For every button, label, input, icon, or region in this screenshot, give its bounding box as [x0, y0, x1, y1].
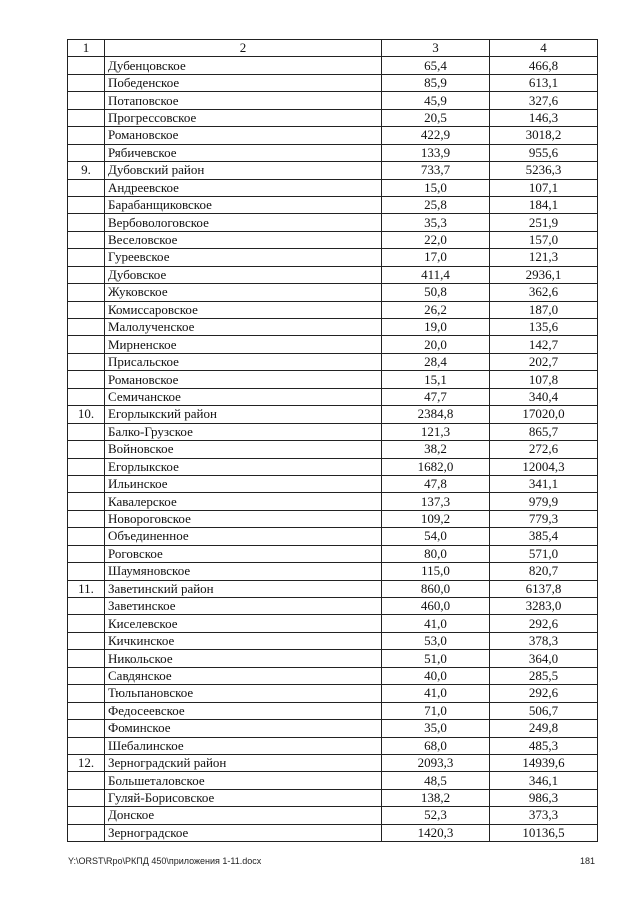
name-cell: Тюльпановское: [105, 685, 382, 702]
footer-page-number: 181: [580, 856, 596, 866]
name-cell: Объединенное: [105, 528, 382, 545]
value-3-cell: 65,4: [382, 57, 490, 74]
table-row: [68, 336, 598, 353]
name-cell: Балко-Грузское: [105, 423, 382, 440]
row-number-cell: [68, 284, 105, 301]
column-number-4: 4: [490, 40, 598, 57]
value-3-cell: 50,8: [382, 284, 490, 301]
table-row: [68, 423, 598, 440]
value-4-cell: 157,0: [490, 231, 598, 248]
table-row: [68, 754, 598, 771]
name-cell: Романовское: [105, 371, 382, 388]
value-3-cell: 109,2: [382, 510, 490, 527]
table-row: [68, 545, 598, 562]
value-3-cell: 860,0: [382, 580, 490, 597]
value-3-cell: 138,2: [382, 789, 490, 806]
name-cell: Мирненское: [105, 336, 382, 353]
value-4-cell: 955,6: [490, 144, 598, 161]
row-number-cell: 12.: [68, 754, 105, 771]
table-row: [68, 319, 598, 336]
row-number-cell: [68, 336, 105, 353]
value-3-cell: 52,3: [382, 807, 490, 824]
table-row: [68, 249, 598, 266]
row-number-cell: [68, 720, 105, 737]
value-3-cell: 26,2: [382, 301, 490, 318]
name-cell: Зерноградский район: [105, 754, 382, 771]
table-row: [68, 807, 598, 824]
name-cell: Романовское: [105, 127, 382, 144]
value-4-cell: 187,0: [490, 301, 598, 318]
table-body: [68, 40, 598, 842]
value-3-cell: 28,4: [382, 353, 490, 370]
table-row: [68, 353, 598, 370]
value-4-cell: 202,7: [490, 353, 598, 370]
name-cell: Роговское: [105, 545, 382, 562]
name-cell: Шаумяновское: [105, 563, 382, 580]
table-row: [68, 632, 598, 649]
row-number-cell: [68, 92, 105, 109]
row-number-cell: [68, 127, 105, 144]
row-number-cell: [68, 615, 105, 632]
row-number-cell: [68, 109, 105, 126]
value-4-cell: 820,7: [490, 563, 598, 580]
row-number-cell: [68, 493, 105, 510]
table-row: [68, 266, 598, 283]
table-row: [68, 685, 598, 702]
name-cell: Зерноградское: [105, 824, 382, 841]
value-3-cell: 25,8: [382, 196, 490, 213]
row-number-cell: [68, 196, 105, 213]
name-cell: Веселовское: [105, 231, 382, 248]
row-number-cell: [68, 737, 105, 754]
row-number-cell: [68, 528, 105, 545]
value-3-cell: 51,0: [382, 650, 490, 667]
row-number-cell: [68, 266, 105, 283]
row-number-cell: [68, 74, 105, 91]
name-cell: Присальское: [105, 353, 382, 370]
row-number-cell: [68, 144, 105, 161]
row-number-cell: [68, 685, 105, 702]
name-cell: Егорлыкское: [105, 458, 382, 475]
column-number-row: [68, 40, 598, 57]
value-3-cell: 17,0: [382, 249, 490, 266]
name-cell: Гуреевское: [105, 249, 382, 266]
value-4-cell: 107,8: [490, 371, 598, 388]
value-3-cell: 47,7: [382, 388, 490, 405]
value-3-cell: 41,0: [382, 685, 490, 702]
value-3-cell: 20,5: [382, 109, 490, 126]
name-cell: Ильинское: [105, 475, 382, 492]
name-cell: Дубенцовское: [105, 57, 382, 74]
name-cell: Большеталовское: [105, 772, 382, 789]
value-3-cell: 35,3: [382, 214, 490, 231]
row-number-cell: [68, 249, 105, 266]
value-4-cell: 485,3: [490, 737, 598, 754]
value-4-cell: 865,7: [490, 423, 598, 440]
row-number-cell: [68, 371, 105, 388]
value-4-cell: 292,6: [490, 615, 598, 632]
table-row: [68, 824, 598, 841]
row-number-cell: [68, 458, 105, 475]
name-cell: Заветинское: [105, 598, 382, 615]
value-4-cell: 251,9: [490, 214, 598, 231]
row-number-cell: [68, 598, 105, 615]
value-3-cell: 133,9: [382, 144, 490, 161]
name-cell: Кавалерское: [105, 493, 382, 510]
value-3-cell: 85,9: [382, 74, 490, 91]
row-number-cell: [68, 772, 105, 789]
table-row: [68, 667, 598, 684]
value-3-cell: 1420,3: [382, 824, 490, 841]
data-table: [67, 39, 598, 842]
value-3-cell: 47,8: [382, 475, 490, 492]
value-3-cell: 35,0: [382, 720, 490, 737]
row-number-cell: [68, 475, 105, 492]
table-row: [68, 162, 598, 179]
table-row: [68, 615, 598, 632]
name-cell: Новороговское: [105, 510, 382, 527]
value-4-cell: 5236,3: [490, 162, 598, 179]
value-3-cell: 121,3: [382, 423, 490, 440]
value-4-cell: 364,0: [490, 650, 598, 667]
row-number-cell: 11.: [68, 580, 105, 597]
value-4-cell: 378,3: [490, 632, 598, 649]
name-cell: Вербовологовское: [105, 214, 382, 231]
row-number-cell: 10.: [68, 406, 105, 423]
row-number-cell: [68, 214, 105, 231]
table-row: [68, 598, 598, 615]
table-row: [68, 510, 598, 527]
value-4-cell: 979,9: [490, 493, 598, 510]
value-4-cell: 986,3: [490, 789, 598, 806]
name-cell: Дубовский район: [105, 162, 382, 179]
value-4-cell: 362,6: [490, 284, 598, 301]
table-row: [68, 406, 598, 423]
value-4-cell: 779,3: [490, 510, 598, 527]
table-row: [68, 702, 598, 719]
name-cell: Фоминское: [105, 720, 382, 737]
value-4-cell: 12004,3: [490, 458, 598, 475]
column-number-1: 1: [68, 40, 105, 57]
value-3-cell: 53,0: [382, 632, 490, 649]
table-row: [68, 301, 598, 318]
name-cell: Гуляй-Борисовское: [105, 789, 382, 806]
name-cell: Дубовское: [105, 266, 382, 283]
table-row: [68, 789, 598, 806]
value-4-cell: 466,8: [490, 57, 598, 74]
table-row: [68, 109, 598, 126]
table-row: [68, 179, 598, 196]
value-3-cell: 48,5: [382, 772, 490, 789]
name-cell: Савдянское: [105, 667, 382, 684]
name-cell: Победенское: [105, 74, 382, 91]
value-3-cell: 411,4: [382, 266, 490, 283]
name-cell: Рябичевское: [105, 144, 382, 161]
value-4-cell: 249,8: [490, 720, 598, 737]
value-3-cell: 38,2: [382, 441, 490, 458]
table-row: [68, 284, 598, 301]
value-4-cell: 571,0: [490, 545, 598, 562]
value-3-cell: 137,3: [382, 493, 490, 510]
row-number-cell: [68, 423, 105, 440]
row-number-cell: [68, 632, 105, 649]
value-4-cell: 17020,0: [490, 406, 598, 423]
value-3-cell: 1682,0: [382, 458, 490, 475]
table-row: [68, 580, 598, 597]
value-3-cell: 460,0: [382, 598, 490, 615]
value-3-cell: 22,0: [382, 231, 490, 248]
name-cell: Шебалинское: [105, 737, 382, 754]
value-4-cell: 135,6: [490, 319, 598, 336]
row-number-cell: [68, 319, 105, 336]
table-row: [68, 127, 598, 144]
value-4-cell: 341,1: [490, 475, 598, 492]
row-number-cell: [68, 301, 105, 318]
table-row: [68, 214, 598, 231]
value-4-cell: 292,6: [490, 685, 598, 702]
row-number-cell: 9.: [68, 162, 105, 179]
table-row: [68, 74, 598, 91]
table-row: [68, 720, 598, 737]
value-4-cell: 346,1: [490, 772, 598, 789]
value-4-cell: 2936,1: [490, 266, 598, 283]
value-4-cell: 272,6: [490, 441, 598, 458]
row-number-cell: [68, 510, 105, 527]
value-4-cell: 142,7: [490, 336, 598, 353]
value-3-cell: 733,7: [382, 162, 490, 179]
name-cell: Комиссаровское: [105, 301, 382, 318]
row-number-cell: [68, 667, 105, 684]
name-cell: Жуковское: [105, 284, 382, 301]
table-row: [68, 528, 598, 545]
table-row: [68, 493, 598, 510]
name-cell: Егорлыкский район: [105, 406, 382, 423]
value-3-cell: 45,9: [382, 92, 490, 109]
name-cell: Прогрессовское: [105, 109, 382, 126]
name-cell: Потаповское: [105, 92, 382, 109]
column-number-2: 2: [105, 40, 382, 57]
value-4-cell: 3283,0: [490, 598, 598, 615]
row-number-cell: [68, 789, 105, 806]
name-cell: Киселевское: [105, 615, 382, 632]
name-cell: Барабанщиковское: [105, 196, 382, 213]
name-cell: Андреевское: [105, 179, 382, 196]
row-number-cell: [68, 231, 105, 248]
value-4-cell: 6137,8: [490, 580, 598, 597]
table-row: [68, 196, 598, 213]
table-row: [68, 92, 598, 109]
row-number-cell: [68, 824, 105, 841]
table-row: [68, 231, 598, 248]
name-cell: Донское: [105, 807, 382, 824]
table-row: [68, 650, 598, 667]
table-row: [68, 475, 598, 492]
value-4-cell: 14939,6: [490, 754, 598, 771]
name-cell: Федосеевское: [105, 702, 382, 719]
value-3-cell: 54,0: [382, 528, 490, 545]
row-number-cell: [68, 57, 105, 74]
table-row: [68, 57, 598, 74]
value-4-cell: 285,5: [490, 667, 598, 684]
column-number-3: 3: [382, 40, 490, 57]
row-number-cell: [68, 441, 105, 458]
value-4-cell: 10136,5: [490, 824, 598, 841]
value-3-cell: 422,9: [382, 127, 490, 144]
name-cell: Семичанское: [105, 388, 382, 405]
value-3-cell: 68,0: [382, 737, 490, 754]
row-number-cell: [68, 353, 105, 370]
value-3-cell: 15,1: [382, 371, 490, 388]
table-row: [68, 563, 598, 580]
table-row: [68, 371, 598, 388]
row-number-cell: [68, 807, 105, 824]
value-4-cell: 613,1: [490, 74, 598, 91]
value-3-cell: 41,0: [382, 615, 490, 632]
row-number-cell: [68, 388, 105, 405]
row-number-cell: [68, 702, 105, 719]
row-number-cell: [68, 179, 105, 196]
value-4-cell: 385,4: [490, 528, 598, 545]
value-4-cell: 327,6: [490, 92, 598, 109]
row-number-cell: [68, 545, 105, 562]
name-cell: Никольское: [105, 650, 382, 667]
value-3-cell: 80,0: [382, 545, 490, 562]
value-3-cell: 115,0: [382, 563, 490, 580]
table-row: [68, 388, 598, 405]
table-row: [68, 441, 598, 458]
value-4-cell: 184,1: [490, 196, 598, 213]
row-number-cell: [68, 650, 105, 667]
value-4-cell: 340,4: [490, 388, 598, 405]
value-3-cell: 2093,3: [382, 754, 490, 771]
name-cell: Заветинский район: [105, 580, 382, 597]
name-cell: Войновское: [105, 441, 382, 458]
table-row: [68, 458, 598, 475]
table-row: [68, 737, 598, 754]
value-4-cell: 3018,2: [490, 127, 598, 144]
footer-file-path: Y:\ORST\Rpo\РКПД 450\приложения 1-11.docx: [68, 856, 262, 866]
value-4-cell: 373,3: [490, 807, 598, 824]
name-cell: Малолученское: [105, 319, 382, 336]
row-number-cell: [68, 563, 105, 580]
value-3-cell: 71,0: [382, 702, 490, 719]
value-3-cell: 2384,8: [382, 406, 490, 423]
value-3-cell: 40,0: [382, 667, 490, 684]
value-3-cell: 20,0: [382, 336, 490, 353]
value-3-cell: 19,0: [382, 319, 490, 336]
value-4-cell: 506,7: [490, 702, 598, 719]
value-4-cell: 107,1: [490, 179, 598, 196]
table-row: [68, 772, 598, 789]
table-row: [68, 144, 598, 161]
value-3-cell: 15,0: [382, 179, 490, 196]
name-cell: Кичкинское: [105, 632, 382, 649]
value-4-cell: 146,3: [490, 109, 598, 126]
value-4-cell: 121,3: [490, 249, 598, 266]
